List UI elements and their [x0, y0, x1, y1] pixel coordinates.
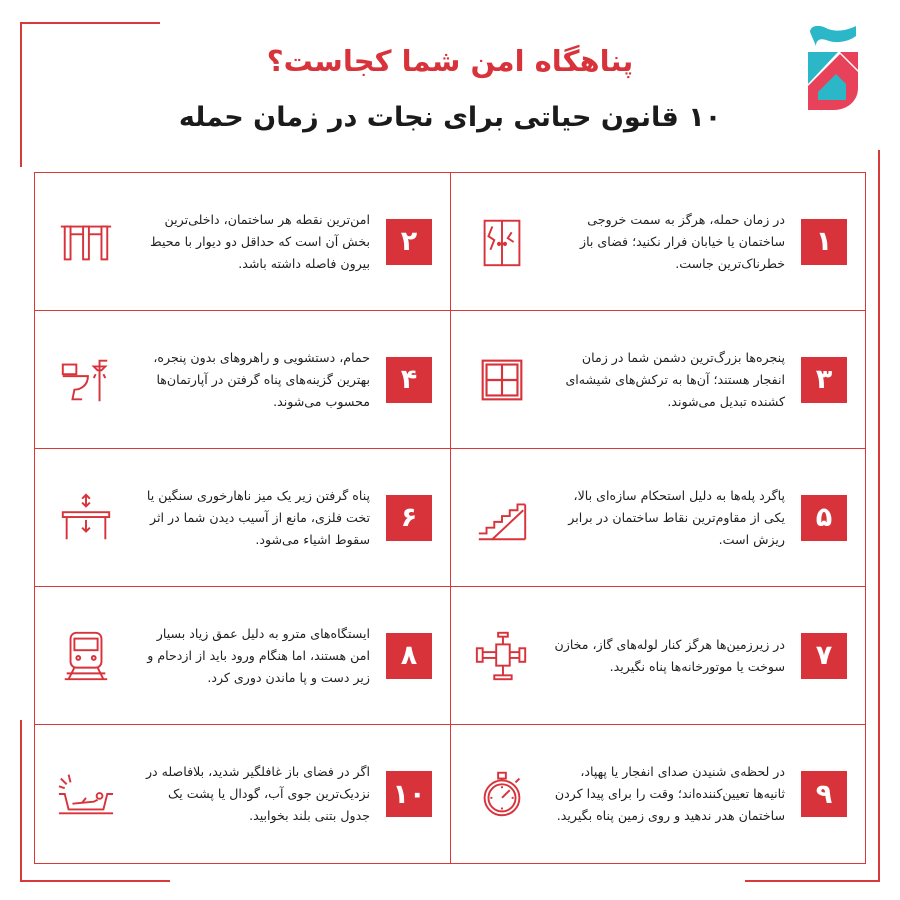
frame-line — [20, 22, 160, 24]
rule-number-badge: ۹ — [801, 771, 847, 817]
frame-line — [20, 720, 22, 882]
toilet-shower-icon — [55, 349, 117, 411]
rule-number-badge: ۷ — [801, 633, 847, 679]
frame-line — [20, 22, 22, 167]
rule-text: در لحظه‌ی شنیدن صدای انفجار یا پهپاد، ثانیه‌ها تعیین‌کننده‌اند؛ وقت را برای پیدا کردن ساختمان هدر ندهید و روی زمین پناه بگیرید. — [554, 764, 785, 823]
rule-card-4 — [35, 311, 450, 449]
rule-text: پناه گرفتن زیر یک میز ناهارخوری سنگین یا تخت فلزی، مانع از آسیب دیدن شما در اثر سقوط اشیاء می‌شود. — [146, 487, 370, 547]
rule-text: پاگرد پله‌ها به دلیل استحکام سازه‌ای بالا، یکی از مقاوم‌ترین نقاط ساختمان در برابر ریزش است. — [568, 487, 785, 547]
rule-number-badge: ۳ — [801, 357, 847, 403]
rule-card-9 — [450, 725, 865, 863]
rule-card-6 — [35, 449, 450, 587]
rule-number-badge: ۲ — [386, 219, 432, 265]
metro-train-icon — [55, 625, 117, 687]
rule-card-10 — [35, 725, 450, 863]
rule-number-badge: ۱۰ — [386, 771, 432, 817]
rules-grid — [34, 172, 866, 864]
rule-card-3 — [450, 311, 865, 449]
rule-number-badge: ۶ — [386, 495, 432, 541]
rule-text: اگر در فضای باز غافلگیر شدید، بلافاصله در نزدیک‌ترین جوی آب، گودال یا پشت یک جدول بتنی بلند بخوابید. — [145, 764, 370, 823]
rule-text: در زمان حمله، هرگز به سمت خروجی ساختمان یا خیابان فرار نکنید؛ فضای باز خطرناک‌ترین جاست. — [580, 211, 785, 271]
frame-line — [878, 150, 880, 882]
brand-logo — [796, 22, 870, 114]
page-subtitle: ۱۰ قانون حیاتی برای نجات در زمان حمله — [178, 102, 722, 133]
rule-text: پنجره‌ها بزرگ‌ترین دشمن شما در زمان انفجار هستند؛ آن‌ها به ترکش‌های شیشه‌ای کشنده تبدیل می‌شوند. — [565, 349, 785, 409]
rule-card-1 — [450, 173, 865, 311]
rule-text: در زیرزمین‌ها هرگز کنار لوله‌های گاز، مخازن سوخت یا موتورخانه‌ها پناه نگیرید. — [554, 636, 785, 674]
rule-card-2 — [35, 173, 450, 311]
table-icon — [55, 487, 117, 549]
rule-number-badge: ۵ — [801, 495, 847, 541]
stopwatch-icon — [471, 763, 533, 825]
page-title: پناهگاه امن شما کجاست؟ — [266, 44, 634, 78]
rule-text: حمام، دستشویی و راهروهای بدون پنجره، بهترین گزینه‌های پناه گرفتن در آپارتمان‌ها محسوب می‌شوند. — [153, 349, 370, 409]
walls-icon — [55, 211, 117, 273]
frame-line — [745, 880, 880, 882]
lying-in-ditch-icon — [55, 763, 117, 825]
rule-text: ایستگاه‌های مترو به دلیل عمق زیاد بسیار امن هستند، اما هنگام ورود باید از ازدحام و زیر دست و پا ماندن دوری کرد. — [147, 625, 370, 685]
rule-text: امن‌ترین نقطه هر ساختمان، داخلی‌ترین بخش آن است که حداقل دو دیوار با محیط بیرون فاصله داشته باشد. — [150, 211, 370, 271]
cracked-door-icon — [471, 211, 533, 273]
rule-card-7 — [450, 587, 865, 725]
rule-number-badge: ۸ — [386, 633, 432, 679]
rule-card-8 — [35, 587, 450, 725]
rule-number-badge: ۴ — [386, 357, 432, 403]
window-icon — [471, 349, 533, 411]
pipe-valve-icon — [471, 625, 533, 687]
rule-number-badge: ۱ — [801, 219, 847, 265]
stairs-icon — [471, 487, 533, 549]
frame-line — [20, 880, 170, 882]
rule-card-5 — [450, 449, 865, 587]
